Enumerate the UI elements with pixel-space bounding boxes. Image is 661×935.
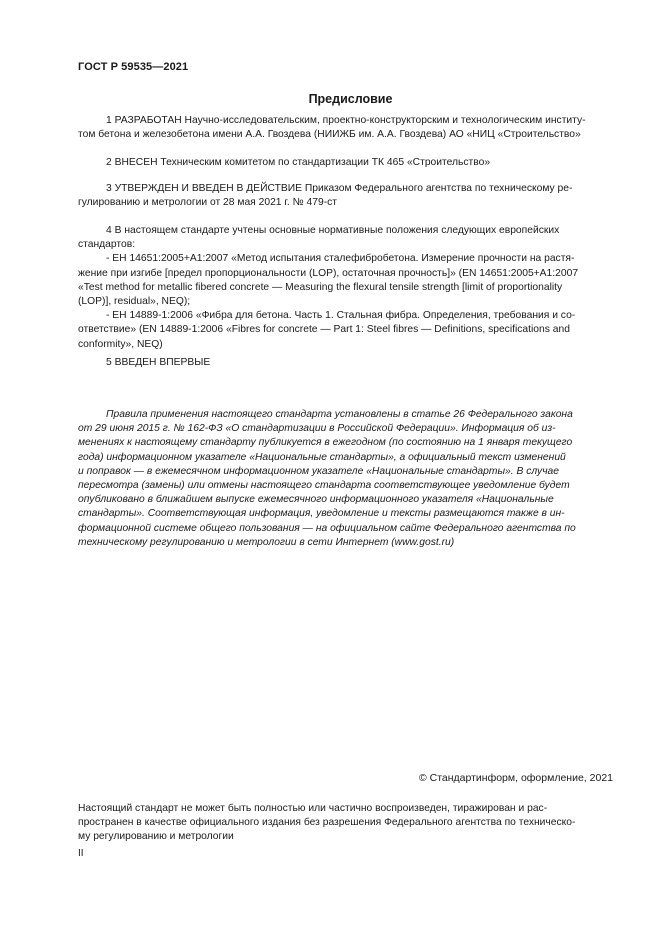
- text-line: жение при изгибе [предел пропорциональности (LOP), остаточная прочность]» (EN 14651:2005+A1:2007: [78, 267, 579, 279]
- reproduction-notice: [78, 802, 615, 845]
- application-notice: [78, 408, 615, 550]
- text-line: том бетона и железобетона имени А.А. Гвоздева (НИИЖБ им. А.А. Гвоздева) АО «НИЦ «Строительство»: [78, 129, 581, 141]
- item-european-standards: [78, 224, 615, 352]
- text-line: Настоящий стандарт не может быть полностью или частично воспроизведен, тиражирован и рас-: [78, 803, 548, 814]
- text-line: 2 ВНЕСЕН Техническим комитетом по стандартизации ТК 465 «Строительство»: [106, 157, 491, 168]
- text-line: ответствие» (EN 14889-1:2006 «Fibres for concrete — Part 1: Steel fibres — Definitions, specifications and: [78, 324, 570, 336]
- text-line: формационной системе общего пользования — на официальном сайте Федерального агентства по: [78, 522, 576, 534]
- item-approved: [78, 182, 615, 210]
- standard-id: ГОСТ Р 59535—2021: [78, 61, 189, 73]
- item-developed: [78, 114, 615, 142]
- text-line: и поправок — в ежемесячном информационном указателе «Национальные стандарты». В случае: [78, 465, 559, 477]
- text-line: conformity», NEQ): [78, 338, 163, 350]
- text-line: техническому регулированию и метрологии в сети Интернет (www.gost.ru): [78, 536, 455, 548]
- page-number: II: [78, 848, 84, 859]
- text-line: пространен в качестве официального издания без разрешения Федерального агентства по техническо-: [78, 817, 576, 829]
- copyright-notice: © Стандартинформ, оформление, 2021: [418, 772, 613, 784]
- text-line: менениях к настоящему стандарту публикуется в ежегодном (по состоянию на 1 января текущего: [78, 437, 573, 449]
- text-line: стандарты». Соответствующая информация, уведомление и тексты размещаются также в ин-: [78, 508, 565, 520]
- text-line: 4 В настоящем стандарте учтены основные нормативные положения следующих европейских: [106, 225, 560, 236]
- text-line: 1 РАЗРАБОТАН Научно-исследовательским, проектно-конструкторским и технологическим институ-: [106, 115, 586, 126]
- text-line: года) информационном указателе «Национальные стандарты», а официальный текст изменений: [78, 451, 566, 463]
- text-line: му регулированию и метрологии: [78, 831, 234, 843]
- page-title: Предисловие: [308, 92, 393, 106]
- text-line: пересмотра (замены) или отмены настоящего стандарта соответствующее уведомление будет: [78, 480, 570, 492]
- text-line: Правила применения настоящего стандарта установлены в статье 26 Федерального закона: [106, 409, 573, 420]
- text-line: опубликовано в ближайшем выпуске ежемесячного информационного указателя «Национальные: [78, 494, 554, 506]
- text-line: (LOP)], residual», NEQ);: [78, 296, 191, 308]
- text-line: 3 УТВЕРЖДЕН И ВВЕДЕН В ДЕЙСТВИЕ Приказом Федерального агентства по техническому ре-: [106, 183, 573, 194]
- text-line: 5 ВВЕДЕН ВПЕРВЫЕ: [106, 357, 211, 368]
- text-line: «Test method for metallic fibered concrete — Measuring the flexural tensile strength [limit of proportionality: [78, 281, 563, 293]
- text-line: - ЕН 14889-1:2006 «Фибра для бетона. Часть 1. Стальная фибра. Определения, требования и со-: [106, 310, 576, 322]
- text-line: гулированию и метрологии от 28 мая 2021 г. № 479-ст: [78, 197, 337, 209]
- item-introduced: [78, 356, 615, 370]
- text-line: стандартов:: [78, 239, 136, 251]
- text-line: - ЕН 14651:2005+А1:2007 «Метод испытания сталефибробетона. Измерение прочности на растя-: [106, 253, 575, 265]
- text-line: от 29 июня 2015 г. № 162-ФЗ «О стандартизации в Российской Федерации». Информация об из-: [78, 423, 556, 435]
- item-submitted: [78, 156, 615, 170]
